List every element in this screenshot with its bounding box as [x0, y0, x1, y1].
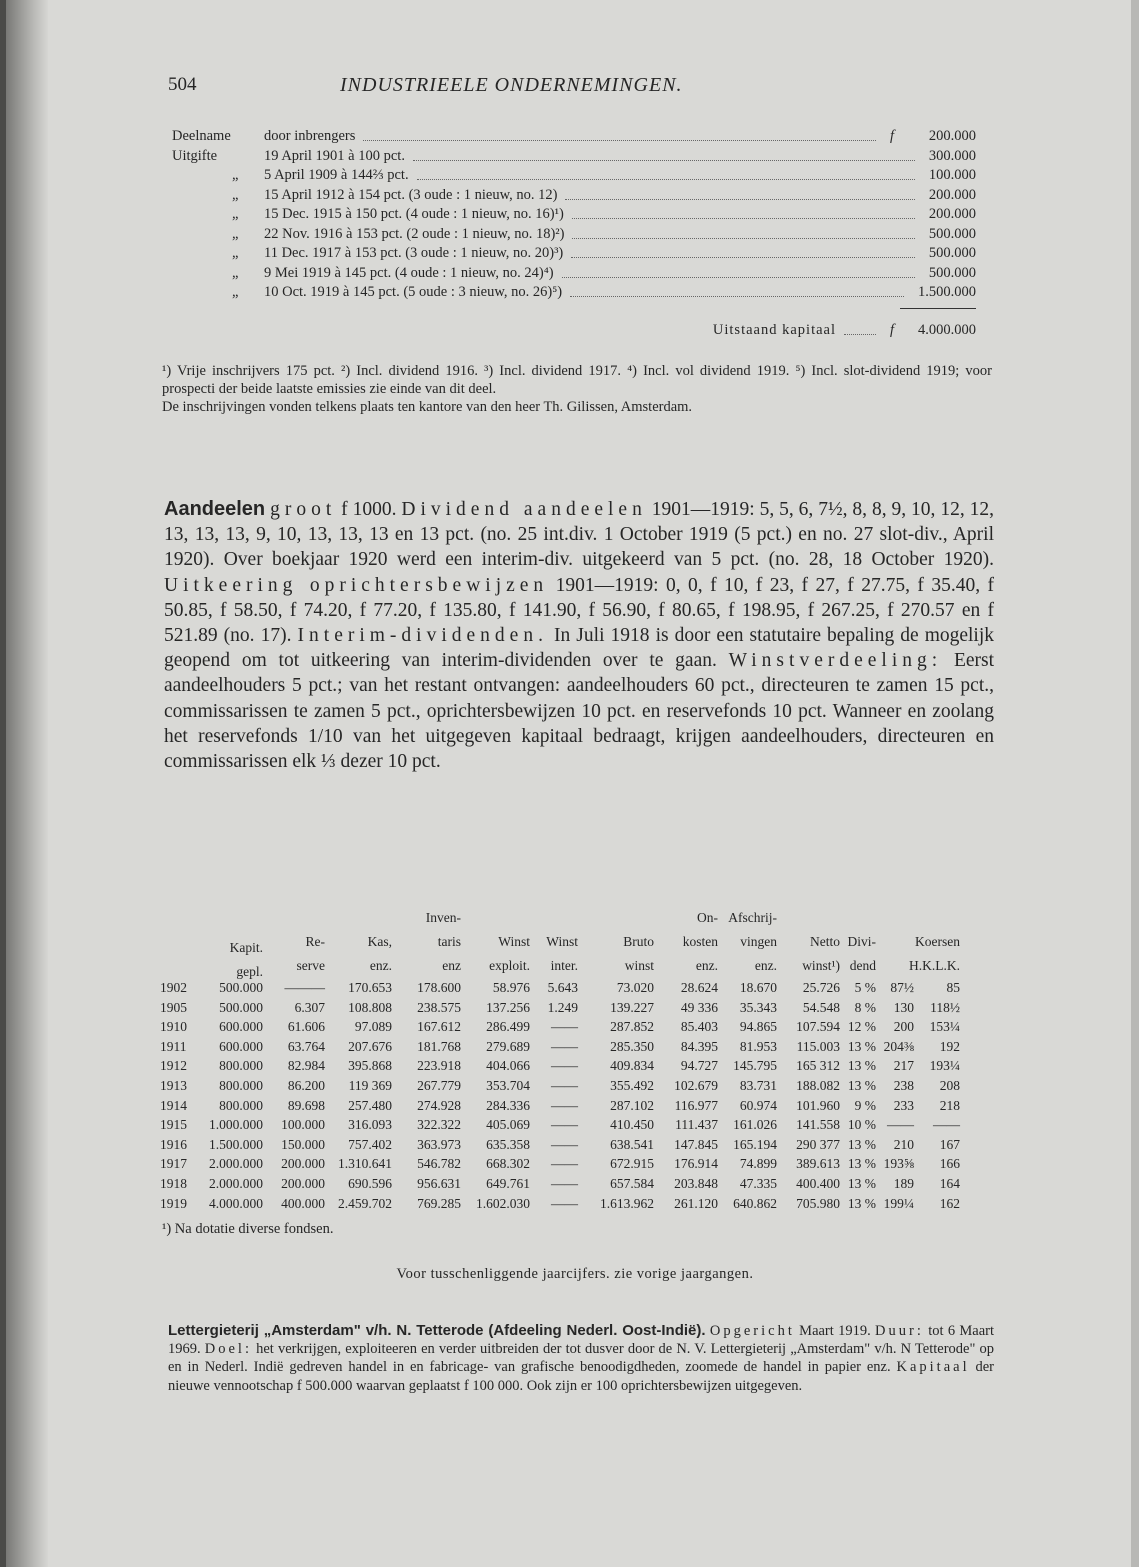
table-cell: ——	[551, 1019, 578, 1035]
page-header	[168, 74, 998, 104]
leader-dots	[570, 284, 904, 297]
table-cell: 800.000	[219, 1077, 263, 1093]
leader-dots	[844, 322, 876, 335]
capital-row	[172, 187, 976, 207]
table-cell: 111.437	[675, 1117, 718, 1133]
dividend-heading: Dividend aandeelen	[401, 499, 647, 520]
table-cell: 25.726	[802, 980, 840, 995]
table-cell: ——	[551, 1136, 578, 1152]
table-cell: 649.761	[486, 1175, 530, 1191]
table-cell: 101.960	[796, 1097, 840, 1113]
table-cell: 130	[893, 999, 914, 1015]
table-cell: 89.698	[287, 1097, 325, 1113]
table-cell: 217	[893, 1058, 914, 1074]
table-cell: ——	[551, 1156, 578, 1172]
column-header-inventaris: taris	[437, 934, 461, 949]
table-row	[160, 1098, 990, 1118]
capital-row	[172, 206, 976, 226]
table-cell: 261.120	[674, 1195, 718, 1211]
capital-row	[172, 284, 976, 304]
table-cell: 757.402	[348, 1136, 392, 1152]
capital-value: 200.000	[928, 206, 976, 222]
year-cell: 1915	[160, 1117, 187, 1133]
table-cell: 84.395	[680, 1038, 718, 1054]
table-cell: 4.000.000	[209, 1195, 263, 1211]
year-cell: 1918	[160, 1175, 187, 1191]
interim-heading: Interim-dividenden.	[297, 625, 548, 647]
uitkeering-heading: Uitkeering oprichtersbewijzen	[164, 574, 549, 596]
leader-dots	[417, 167, 915, 180]
table-row	[160, 980, 990, 1000]
table-cell: 668.302	[486, 1156, 530, 1172]
table-cell: 60.974	[739, 1097, 777, 1113]
table-cell: 118½	[930, 999, 960, 1015]
table-cell: 8 %	[854, 999, 876, 1015]
table-cell: 5.643	[547, 980, 578, 995]
table-cell: 284.336	[486, 1097, 530, 1113]
leader-dots	[565, 187, 914, 200]
tussen-note: Voor tusschenliggende jaarcijfers. zie vorige jaargangen.	[396, 1266, 754, 1282]
column-header-winst-exploit: exploit.	[489, 958, 530, 973]
table-cell: 54.548	[802, 999, 840, 1015]
year-cell: 1913	[160, 1077, 187, 1093]
table-cell: 200.000	[281, 1175, 325, 1191]
table-cell: 223.918	[417, 1058, 461, 1074]
table-cell: 500.000	[219, 999, 263, 1015]
table-cell: 193⅝	[883, 1156, 914, 1172]
capital-notes	[162, 362, 992, 416]
column-header-divi: dend	[849, 958, 876, 973]
table-cell: 404.066	[486, 1058, 530, 1074]
table-row	[160, 1019, 990, 1039]
column-header-afschrijvingen: enz.	[754, 958, 777, 973]
column-header-inventaris: enz	[442, 958, 461, 973]
capital-row-label: „	[232, 186, 239, 203]
table-row	[160, 1117, 990, 1137]
table-cell: 207.676	[348, 1038, 392, 1054]
table-cell: 2.000.000	[209, 1175, 263, 1191]
year-cell: 1905	[160, 999, 187, 1015]
column-header-afschrijvingen: Afschrij-	[728, 910, 777, 925]
capital-row-date: 11 Dec. 1917 à 153 pct. (3 oude : 1 nieuw, no. 20)³)	[264, 245, 564, 261]
table-row	[160, 1078, 990, 1098]
table-cell: 58.976	[492, 980, 530, 995]
table-cell: 87½	[890, 980, 914, 995]
opgericht-text: Maart 1919.	[799, 1323, 871, 1339]
capital-row-date: 9 Mei 1919 à 145 pct. (4 oude : 1 nieuw, no. 24)⁴)	[264, 264, 554, 281]
column-header-netto: winst¹)	[802, 958, 840, 973]
table-cell: 150.000	[281, 1136, 325, 1152]
table-cell: ——	[887, 1117, 914, 1133]
table-cell: 389.613	[796, 1156, 840, 1172]
aandeelen-paragraph	[164, 497, 994, 774]
capital-issue-table	[172, 128, 976, 344]
column-header-kas: Kas,	[367, 934, 392, 949]
year-cell: 1910	[160, 1019, 187, 1035]
table-row	[160, 1176, 990, 1196]
capital-row	[172, 167, 976, 187]
capital-row-label: „	[232, 206, 239, 222]
table-cell: 400.400	[796, 1175, 840, 1191]
table-cell: 210	[893, 1136, 914, 1152]
table-cell: 94.865	[739, 1019, 777, 1035]
table-cell: 1.602.030	[476, 1195, 530, 1211]
aandeelen-heading: Aandeelen	[164, 498, 266, 520]
table-cell: 115.003	[796, 1038, 840, 1054]
table-row	[160, 1196, 990, 1216]
table-cell: 107.594	[796, 1019, 840, 1035]
interim-text: In Juli 1918 is door een statutaire bepaling de mogelijk geopend om tot uitkeering van interim-dividenden over te gaan.	[164, 625, 995, 672]
table-cell: 316.093	[348, 1117, 392, 1133]
table-cell: 546.782	[417, 1156, 461, 1172]
capital-row-label: „	[232, 245, 239, 261]
capital-row-date: door inbrengers	[264, 128, 356, 144]
table-cell: 257.480	[348, 1097, 392, 1113]
table-cell: 1.500.000	[209, 1136, 263, 1152]
table-cell: 86.200	[287, 1077, 325, 1093]
column-header-kapit: gepl.	[236, 964, 263, 979]
table-cell: 164	[939, 1175, 960, 1191]
book-binding	[0, 0, 48, 1567]
table-cell: 193¼	[929, 1058, 960, 1074]
groot-value: f 1000.	[341, 499, 397, 520]
capital-value: 500.000	[928, 225, 976, 242]
capital-total-row	[172, 314, 976, 344]
table-cell: 769.285	[417, 1195, 461, 1211]
column-header-reserve: Re-	[305, 934, 325, 949]
capital-row-date: 15 April 1912 à 154 pct. (3 oude : 1 nieuw, no. 12)	[264, 186, 558, 203]
table-cell: 200.000	[281, 1156, 325, 1172]
financial-table-header	[160, 910, 990, 980]
table-cell: 800.000	[219, 1058, 263, 1074]
leader-dots	[572, 226, 914, 239]
table-cell: 18.670	[739, 980, 777, 995]
winstverdeeling-text: Eerst aandeelhouders 5 pct.; van het restant ontvangen: aandeelhouders 60 pct., directeuren te zamen 15 pct., commissarissen te zamen 5 pct., oprichtersbewijzen 10 pct. en reservefonds 10 pct. Wanneer en zoolang het reservefonds 1/10 van het uitgegeven kapitaal bedraagt, krijgen aandeelhouders, directeuren en commissarissen elk ⅓ dezer 10 pct.	[164, 650, 995, 773]
table-cell: 287.852	[610, 1019, 654, 1035]
year-cell: 1911	[160, 1038, 187, 1054]
column-header-bruto: winst	[624, 958, 654, 973]
table-row	[160, 1058, 990, 1078]
table-cell: 74.899	[739, 1156, 777, 1172]
table-cell: 274.928	[417, 1097, 461, 1113]
table-cell: 279.689	[486, 1038, 530, 1054]
financial-table-footnote: ¹) Na dotatie diverse fondsen.	[162, 1221, 334, 1238]
table-cell: 9 %	[854, 1097, 876, 1113]
table-cell: 100.000	[281, 1117, 325, 1133]
table-cell: 363.973	[417, 1136, 461, 1152]
table-cell: 170.653	[348, 980, 392, 995]
table-cell: 13 %	[847, 1077, 876, 1093]
table-cell: 162	[939, 1195, 960, 1211]
groot-label: groot	[270, 499, 337, 520]
capital-row-date: 5 April 1909 à 144⅔ pct.	[264, 167, 409, 183]
table-cell: 85	[946, 980, 960, 995]
page-edge	[1131, 0, 1139, 1567]
table-cell: 10 %	[847, 1117, 876, 1133]
table-row	[160, 1000, 990, 1020]
table-cell: 395.868	[348, 1058, 392, 1074]
table-cell: 6.307	[294, 999, 325, 1015]
table-cell: 705.980	[796, 1195, 840, 1211]
year-cell: 1914	[160, 1097, 187, 1113]
capital-footnotes: ¹) Vrije inschrijvers 175 pct. ²) Incl. dividend 1916. ³) Incl. dividend 1917. ⁴) Incl. vol dividend 1919. ⁵) Incl. slot-dividend 1919; voor prospecti der beide laatste emissies zie einde van dit deel.	[162, 363, 992, 397]
table-cell: 657.584	[610, 1175, 654, 1191]
table-cell: 353.704	[486, 1077, 530, 1093]
table-cell: 2.000.000	[209, 1156, 263, 1172]
table-cell: ——	[551, 1097, 578, 1113]
column-header-reserve: serve	[296, 958, 325, 973]
year-cell: 1919	[160, 1195, 187, 1211]
table-cell: 286.499	[486, 1019, 530, 1035]
column-header-onkosten: On-	[697, 910, 718, 925]
table-cell: 287.102	[610, 1097, 654, 1113]
capital-value: 1.500.000	[918, 284, 976, 300]
total-rule	[900, 308, 976, 309]
table-row	[160, 1137, 990, 1157]
table-cell: 600.000	[219, 1019, 263, 1035]
capital-row-label: „	[232, 284, 239, 300]
capital-value: 100.000	[928, 167, 976, 183]
table-cell: ——	[551, 1077, 578, 1093]
table-cell: ——	[551, 1058, 578, 1074]
table-cell: ——	[551, 1038, 578, 1054]
table-cell: 28.624	[680, 980, 718, 995]
table-cell: 189	[893, 1175, 914, 1191]
table-cell: 165 312	[796, 1058, 840, 1074]
capital-row	[172, 265, 976, 285]
column-header-bruto: Bruto	[623, 934, 654, 949]
page-number: 504	[168, 74, 197, 95]
kapitaal-heading: Kapitaal	[896, 1359, 970, 1376]
table-cell: 800.000	[219, 1097, 263, 1113]
lettergieterij-title: Lettergieterij „Amsterdam" v/h. N. Tetterode (Afdeeling Nederl. Oost-Indië).	[168, 1322, 706, 1339]
capital-row-date: 15 Dec. 1915 à 150 pct. (4 oude : 1 nieuw, no. 16)¹)	[264, 206, 564, 222]
table-cell: 2.459.702	[338, 1195, 392, 1211]
table-cell: 13 %	[847, 1195, 876, 1211]
duur-text: tot 6 Maart 1969.	[168, 1323, 995, 1358]
table-row	[160, 1039, 990, 1059]
table-cell: 116.977	[674, 1097, 718, 1113]
doel-heading: Doel:	[204, 1341, 252, 1358]
table-cell: 956.631	[417, 1175, 461, 1191]
table-cell: 405.069	[486, 1117, 530, 1133]
capital-value: 500.000	[928, 245, 976, 261]
capital-row	[172, 148, 976, 168]
table-cell: 13 %	[847, 1175, 876, 1191]
table-cell: 355.492	[610, 1077, 654, 1093]
table-cell: 1.613.962	[600, 1195, 654, 1211]
column-header-divi: Divi-	[847, 934, 876, 949]
table-cell: 73.020	[616, 980, 654, 995]
table-cell: 267.779	[417, 1077, 461, 1093]
column-header-onkosten: enz.	[695, 958, 718, 973]
capital-row-date: 22 Nov. 1916 à 153 pct. (2 oude : 1 nieuw, no. 18)²)	[264, 225, 565, 242]
binding-edge	[0, 0, 6, 1567]
table-cell: 199¼	[883, 1195, 914, 1211]
running-title: INDUSTRIEELE ONDERNEMINGEN.	[340, 74, 683, 96]
kapitaal-text: der nieuwe vennootschap f 500.000 waarvan geplaatst f 100 000. Ook zijn er 100 oprichtersbewijzen uitgegeven.	[168, 1359, 994, 1394]
table-cell: 139.227	[610, 999, 654, 1015]
capital-value: 200.000	[928, 128, 976, 144]
table-cell: 83.731	[739, 1077, 777, 1093]
column-header-kapit: Kapit.	[229, 940, 263, 955]
table-cell: 153¼	[929, 1019, 960, 1035]
column-header-koersen: Koersen	[915, 934, 960, 949]
column-header-koersen: H.K.L.K.	[909, 958, 960, 973]
column-header-winst-exploit: Winst	[498, 934, 530, 949]
year-cell: 1912	[160, 1058, 187, 1074]
leader-dots	[572, 206, 915, 219]
table-cell: 94.727	[680, 1058, 718, 1074]
table-cell: 1.249	[547, 999, 578, 1015]
table-cell: 690.596	[348, 1175, 392, 1191]
year-cell: 1916	[160, 1136, 187, 1152]
table-cell: 238.575	[417, 999, 461, 1015]
column-header-winst-inter: Winst	[546, 934, 578, 949]
table-cell: 5 %	[854, 980, 876, 995]
table-cell: 1.310.641	[338, 1156, 392, 1172]
table-cell: 145.795	[733, 1058, 777, 1074]
table-cell: ——	[933, 1117, 960, 1133]
dividend-text: 1901—1919: 5, 5, 6, 7½, 8, 8, 9, 10, 12, 12, 13, 13, 13, 9, 10, 13, 13, 13 en 13 pct. (no. 25 int.div. 1 October 1919 (5 pct.) en no. 27 slot-div., April 1920). Over boekjaar 1920 werd een interim-div. uitgekeerd van 5 pct. (no. 28, 18 October 1920).	[164, 499, 995, 571]
table-cell: 13 %	[847, 1156, 876, 1172]
year-cell: 1917	[160, 1156, 187, 1172]
table-cell: 82.984	[287, 1058, 325, 1074]
column-header-netto: Netto	[810, 934, 840, 949]
lettergieterij-entry	[168, 1322, 994, 1395]
table-cell: 285.350	[610, 1038, 654, 1054]
table-cell: ——	[551, 1117, 578, 1133]
table-cell: 200	[893, 1019, 914, 1035]
year-cell: 1902	[160, 980, 187, 995]
table-cell: 238	[893, 1077, 914, 1093]
table-cell: 181.768	[417, 1038, 461, 1054]
table-cell: 204⅜	[883, 1038, 914, 1054]
table-cell: 81.953	[739, 1038, 777, 1054]
table-cell: 233	[893, 1097, 914, 1113]
capital-row-date: 19 April 1901 à 100 pct.	[264, 147, 405, 164]
capital-currency: f	[889, 128, 894, 144]
table-cell: 322.322	[417, 1117, 461, 1133]
capital-row	[172, 245, 976, 265]
table-cell: 147.845	[674, 1136, 718, 1152]
table-cell: 203.848	[674, 1175, 718, 1191]
table-cell: 13 %	[847, 1058, 876, 1074]
table-cell: 119 369	[348, 1077, 392, 1093]
uitkeering-text: 1901—1919: 0, 0, f 10, f 23, f 27, f 27.75, f 35.40, f 50.85, f 58.50, f 74.20, f 77.20, f 135.80, f 141.90, f 56.90, f 80.65, f 198.95, f 267.25, f 270.57 en f 521.89 (no. 17).	[164, 574, 994, 647]
column-header-inventaris: Inven-	[425, 910, 461, 925]
table-cell: 208	[939, 1077, 960, 1093]
duur-heading: Duur:	[875, 1323, 924, 1339]
table-cell: 635.358	[486, 1136, 530, 1152]
leader-dots	[363, 128, 876, 141]
table-cell: 61.606	[287, 1019, 325, 1035]
table-cell: 63.764	[287, 1038, 325, 1054]
capital-row-label: „	[232, 264, 239, 281]
table-cell: ———	[284, 980, 325, 995]
total-label: Uitstaand kapitaal	[712, 321, 836, 338]
table-cell: 1.000.000	[209, 1117, 263, 1133]
table-cell: 85.403	[680, 1019, 718, 1035]
winstverdeeling-heading: Winstverdeeling:	[728, 650, 943, 672]
financial-table	[160, 910, 990, 1238]
table-cell: 108.808	[348, 999, 392, 1015]
opgericht-heading: Opgericht	[709, 1323, 795, 1339]
table-cell: 13 %	[847, 1038, 876, 1054]
capital-value: 200.000	[928, 186, 976, 203]
table-cell: 97.089	[354, 1019, 392, 1035]
capital-row-label: „	[232, 225, 239, 242]
table-cell: 13 %	[847, 1136, 876, 1152]
table-cell: 137.256	[486, 999, 530, 1015]
table-cell: 141.558	[796, 1117, 840, 1133]
financial-table-body	[160, 980, 990, 1215]
table-cell: 188.082	[796, 1077, 840, 1093]
table-cell: 409.834	[610, 1058, 654, 1074]
column-header-winst-inter: inter.	[550, 958, 578, 973]
table-cell: 410.450	[610, 1117, 654, 1133]
column-header-onkosten: kosten	[682, 934, 718, 949]
table-cell: 672.915	[610, 1156, 654, 1172]
table-cell: 192	[939, 1038, 960, 1054]
table-cell: 35.343	[739, 999, 777, 1015]
column-header-afschrijvingen: vingen	[740, 934, 777, 949]
capital-value: 500.000	[928, 264, 976, 281]
table-cell: 161.026	[733, 1117, 777, 1133]
column-header-kas: enz.	[369, 958, 392, 973]
leader-dots	[562, 265, 915, 278]
capital-row-label: Uitgifte	[172, 147, 218, 164]
table-cell: ——	[551, 1175, 578, 1191]
total-currency: f	[889, 321, 894, 338]
table-cell: ——	[551, 1195, 578, 1211]
doel-text: het verkrijgen, exploiteeren en verder uitbreiden der tot dusver door de N. V. Lettergieterij „Amsterdam" v/h. N Tetterode" op en in Nederl. Indië gedreven handel in en fabricage- van grafische benoodigdheden, zoomede de handel in papier enz.	[168, 1341, 995, 1376]
table-cell: 640.862	[733, 1195, 777, 1211]
table-cell: 218	[939, 1097, 960, 1113]
table-cell: 165.194	[733, 1136, 777, 1152]
table-cell: 400.000	[281, 1195, 325, 1211]
table-cell: 167	[939, 1136, 960, 1152]
inschrijving-note: De inschrijvingen vonden telkens plaats ten kantore van den heer Th. Gilissen, Amsterdam.	[162, 399, 693, 415]
leader-dots	[571, 245, 915, 258]
capital-row-date: 10 Oct. 1919 à 145 pct. (5 oude : 3 nieuw, no. 26)⁵)	[264, 284, 563, 300]
table-cell: 166	[939, 1156, 960, 1172]
capital-row-label: Deelname	[172, 128, 231, 144]
table-cell: 290 377	[796, 1136, 840, 1152]
table-cell: 500.000	[219, 980, 263, 995]
capital-value: 300.000	[928, 147, 976, 164]
capital-row	[172, 128, 976, 148]
table-cell: 49 336	[680, 999, 718, 1015]
capital-row	[172, 226, 976, 246]
table-cell: 638.541	[610, 1136, 654, 1152]
table-cell: 102.679	[674, 1077, 718, 1093]
total-value: 4.000.000	[918, 321, 976, 338]
table-row	[160, 1156, 990, 1176]
table-cell: 600.000	[219, 1038, 263, 1054]
table-cell: 176.914	[674, 1156, 718, 1172]
table-cell: 12 %	[847, 1019, 876, 1035]
table-cell: 178.600	[417, 980, 461, 995]
table-cell: 167.612	[417, 1019, 461, 1035]
capital-row-label: „	[232, 167, 239, 183]
leader-dots	[413, 148, 915, 161]
table-cell: 47.335	[739, 1175, 777, 1191]
